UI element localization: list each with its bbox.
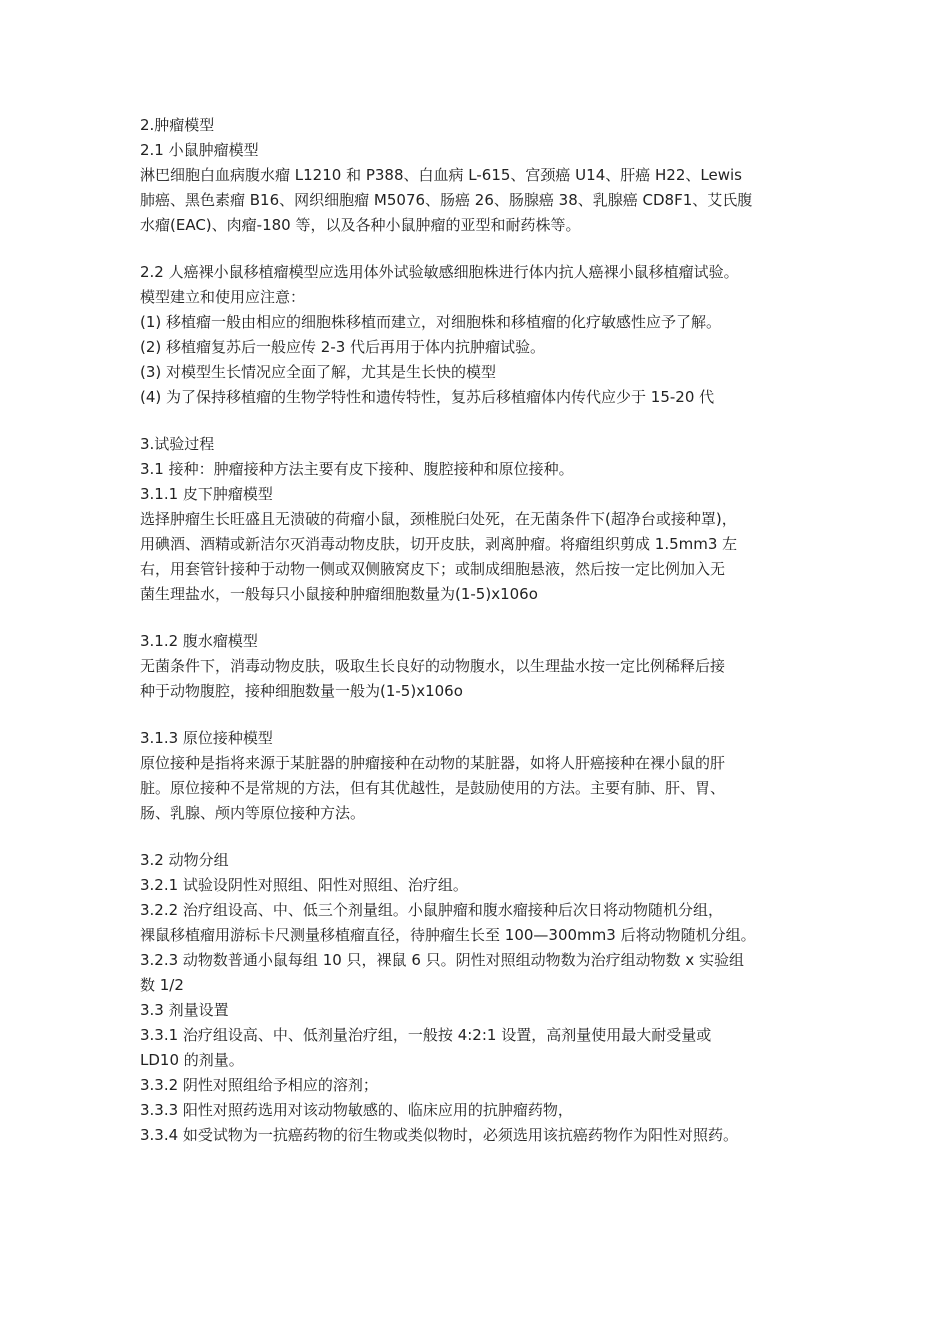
subsection-title-3-1-1: 3.1.1 皮下肿瘤模型	[140, 485, 273, 503]
paragraph-line: 3.2.2 治疗组设高、中、低三个剂量组。小鼠肿瘤和腹水瘤接种后次日将动物随机分组，	[140, 901, 723, 919]
paragraph-line: 肠、乳腺、颅内等原位接种方法。	[140, 804, 366, 822]
paragraph-line: 3.3.1 治疗组设高、中、低剂量治疗组，一般按 4:2:1 设置，高剂量使用最大耐受量或	[140, 1026, 712, 1044]
subsection-title-3-2: 3.2 动物分组	[140, 851, 229, 869]
subsection-title-3-1-3: 3.1.3 原位接种模型	[140, 729, 273, 747]
section-heading-3: 3.试验过程	[140, 435, 215, 453]
list-item: (1) 移植瘤一般由相应的细胞株移植而建立，对细胞株和移植瘤的化疗敏感性应予了解。	[140, 313, 722, 331]
paragraph-line: 2.2 人癌裸小鼠移植瘤模型应选用体外试验敏感细胞株进行体内抗人癌裸小鼠移植瘤试验。	[140, 263, 739, 281]
spacer	[140, 704, 830, 726]
paragraph-line: 无菌条件下，消毒动物皮肤，吸取生长良好的动物腹水，以生理盐水按一定比例稀释后接	[140, 657, 726, 675]
paragraph-line: 选择肿瘤生长旺盛且无溃破的荷瘤小鼠，颈椎脱臼处死，在无菌条件下(超净台或接种罩)，	[140, 510, 737, 528]
paragraph-line: 脏。原位接种不是常规的方法，但有其优越性，是鼓励使用的方法。主要有肺、肝、胃、	[140, 779, 726, 797]
paragraph-line: 肺癌、黑色素瘤 B16、网织细胞瘤 M5076、肠癌 26、肠腺癌 38、乳腺癌 CD8F1、艾氏腹	[140, 191, 753, 209]
list-item: (4) 为了保持移植瘤的生物学特性和遗传特性，复苏后移植瘤体内传代应少于 15-20 代	[140, 388, 715, 406]
paragraph-line: 菌生理盐水，一般每只小鼠接种肿瘤细胞数量为(1-5)x106o	[140, 585, 538, 603]
paragraph-line: 右，用套管针接种于动物一侧或双侧腋窝皮下；或制成细胞悬液，然后按一定比例加入无	[140, 560, 726, 578]
paragraph-line: 种于动物腹腔，接种细胞数量一般为(1-5)x106o	[140, 682, 463, 700]
spacer	[140, 826, 830, 848]
paragraph-line: 3.2.3 动物数普通小鼠每组 10 只，裸鼠 6 只。阴性对照组动物数为治疗组动物数 x 实验组	[140, 951, 745, 969]
paragraph-line: 3.1 接种：肿瘤接种方法主要有皮下接种、腹腔接种和原位接种。	[140, 460, 574, 478]
paragraph-line: 裸鼠移植瘤用游标卡尺测量移植瘤直径，待肿瘤生长至 100—300mm3 后将动物随机分组。	[140, 926, 756, 944]
list-item: (2) 移植瘤复苏后一般应传 2-3 代后再用于体内抗肿瘤试验。	[140, 338, 546, 356]
paragraph-line: 淋巴细胞白血病腹水瘤 L1210 和 P388、白血病 L-615、宫颈癌 U14、肝癌 H22、Lewis	[140, 166, 742, 184]
spacer	[140, 410, 830, 432]
subsection-title-2-1: 2.1 小鼠肿瘤模型	[140, 141, 259, 159]
list-item: (3) 对模型生长情况应全面了解，尤其是生长快的模型	[140, 363, 497, 381]
paragraph-line: 3.2.1 试验设阴性对照组、阳性对照组、治疗组。	[140, 876, 468, 894]
paragraph-line: 模型建立和使用应注意：	[140, 288, 306, 306]
paragraph-line: 3.3.3 阳性对照药选用对该动物敏感的、临床应用的抗肿瘤药物，	[140, 1101, 573, 1119]
section-heading-2: 2.肿瘤模型	[140, 116, 215, 134]
spacer	[140, 238, 830, 260]
paragraph-line: 数 1/2	[140, 976, 184, 994]
subsection-title-3-1-2: 3.1.2 腹水瘤模型	[140, 632, 258, 650]
paragraph-line: 原位接种是指将来源于某脏器的肿瘤接种在动物的某脏器，如将人肝癌接种在裸小鼠的肝	[140, 754, 726, 772]
subsection-title-3-3: 3.3 剂量设置	[140, 1001, 229, 1019]
paragraph-line: 水瘤(EAC)、肉瘤-180 等，以及各种小鼠肿瘤的亚型和耐药株等。	[140, 216, 581, 234]
spacer	[140, 607, 830, 629]
paragraph-line: LD10 的剂量。	[140, 1051, 244, 1069]
paragraph-line: 用碘酒、酒精或新洁尔灭消毒动物皮肤，切开皮肤，剥离肿瘤。将瘤组织剪成 1.5mm3 左	[140, 535, 738, 553]
paragraph-line: 3.3.2 阴性对照组给予相应的溶剂；	[140, 1076, 378, 1094]
paragraph-line: 3.3.4 如受试物为一抗癌药物的衍生物或类似物时，必须选用该抗癌药物作为阳性对照药。	[140, 1126, 738, 1144]
